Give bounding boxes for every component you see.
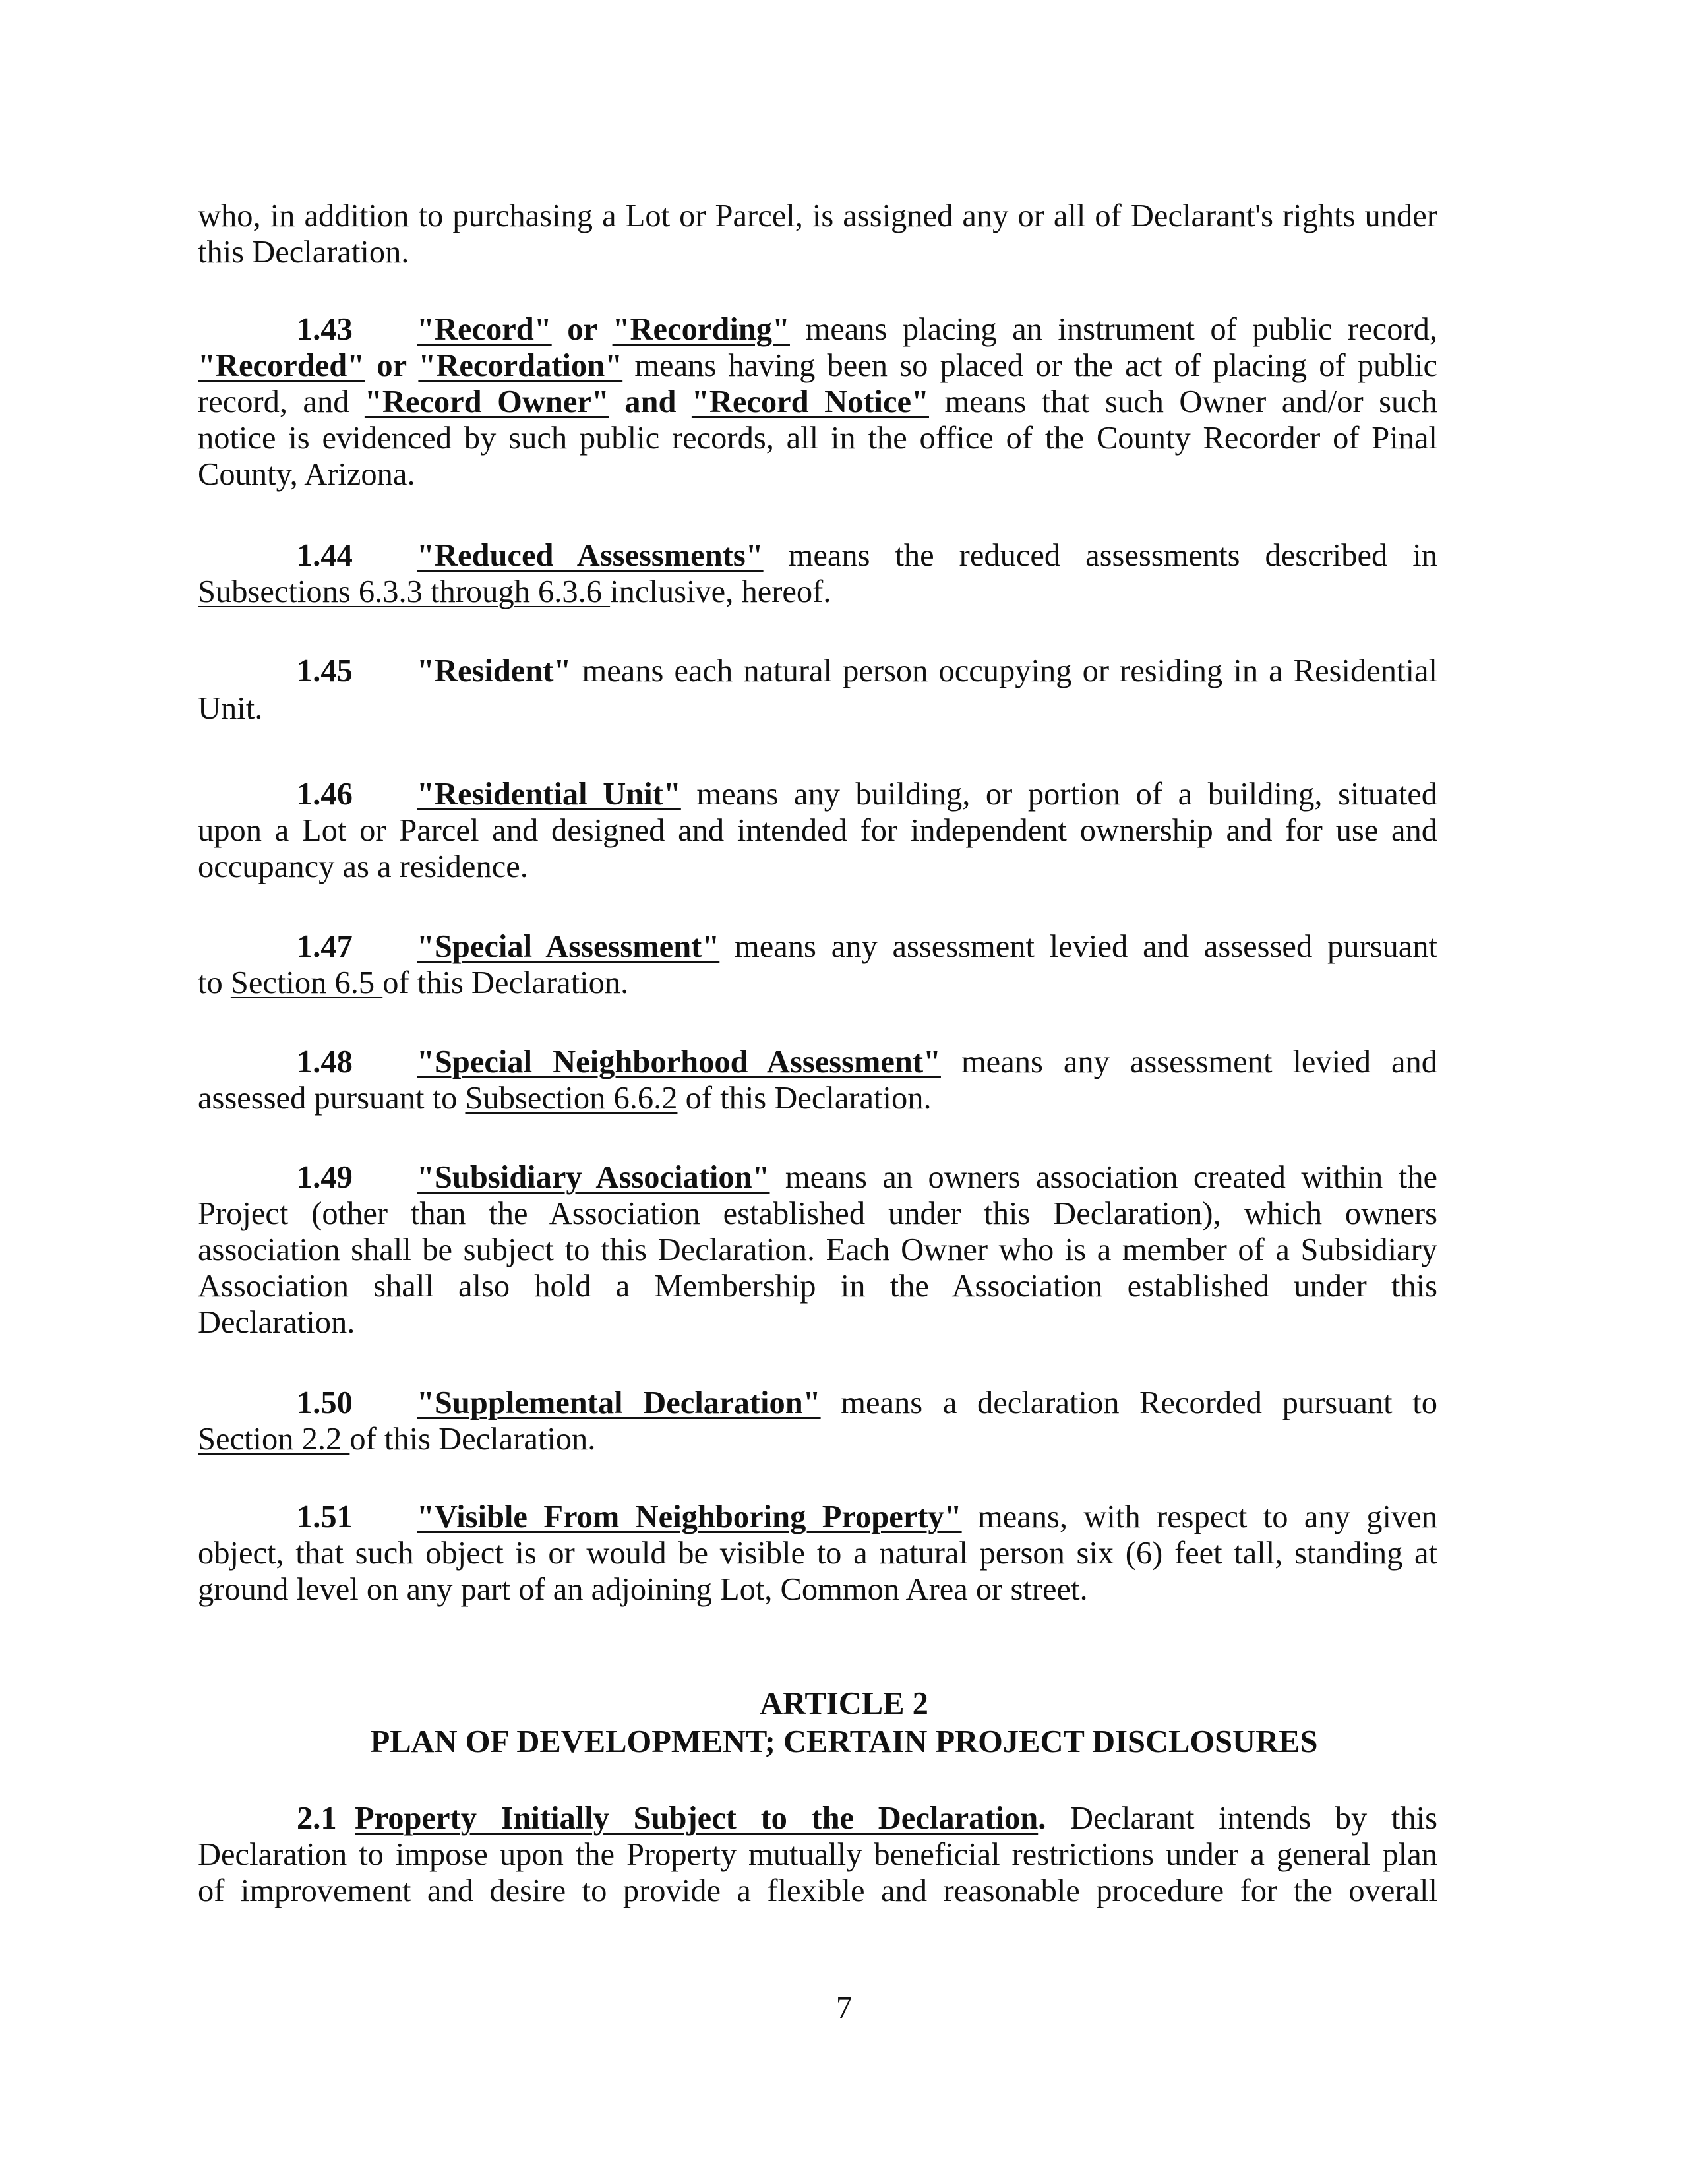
article-subtitle: PLAN OF DEVELOPMENT; CERTAIN PROJECT DISCLOSURES <box>370 1724 1318 1759</box>
article-title: ARTICLE 2 <box>760 1686 928 1721</box>
term-record-notice: "Record Notice" <box>691 384 929 419</box>
term-special-neighborhood-assessment: "Special Neighborhood Assessment" <box>417 1045 941 1079</box>
term-residential-unit: "Residential Unit" <box>417 777 681 812</box>
section-number: 1.43 <box>297 312 353 347</box>
term-recordation: "Recordation" <box>418 348 623 383</box>
section-number: 1.48 <box>297 1045 353 1079</box>
term-record: "Record" <box>417 312 552 347</box>
term-reduced-assessments: "Reduced Assessments" <box>417 538 764 573</box>
section-number: 1.46 <box>297 777 353 812</box>
term-record-owner: "Record Owner" <box>364 384 609 419</box>
term-recording: "Recording" <box>612 312 790 347</box>
intro-line-1: who, in addition to purchasing a Lot or Parcel, is assigned any or all of Declarant's rights under <box>198 198 1437 233</box>
term-recorded: "Recorded" <box>198 348 365 383</box>
term-resident: "Resident" <box>417 653 572 688</box>
reference-subsections: Subsections 6.3.3 through 6.3.6 <box>198 574 611 609</box>
page-number: 7 <box>835 1991 853 2026</box>
term-special-assessment: "Special Assessment" <box>417 929 720 964</box>
section-number: 1.51 <box>297 1500 353 1534</box>
section-number: 1.44 <box>297 538 353 573</box>
reference-subsection-6-6-2: Subsection 6.6.2 <box>465 1081 678 1116</box>
term-supplemental-declaration: "Supplemental Declaration" <box>417 1385 821 1420</box>
reference-section-2-2: Section 2.2 <box>198 1422 350 1457</box>
section-number: 2.1 <box>297 1801 337 1836</box>
section-number: 1.47 <box>297 929 353 964</box>
term-visible-from-neighboring-property: "Visible From Neighboring Property" <box>417 1500 962 1534</box>
reference-section-6-5: Section 6.5 <box>230 965 383 1000</box>
section-heading: Property Initially Subject to the Declaration <box>355 1801 1039 1836</box>
intro-line-2: this Declaration. <box>198 235 409 270</box>
section-number: 1.50 <box>297 1385 353 1420</box>
section-number: 1.45 <box>297 653 353 688</box>
term-subsidiary-association: "Subsidiary Association" <box>417 1160 770 1195</box>
section-number: 1.49 <box>297 1160 353 1195</box>
